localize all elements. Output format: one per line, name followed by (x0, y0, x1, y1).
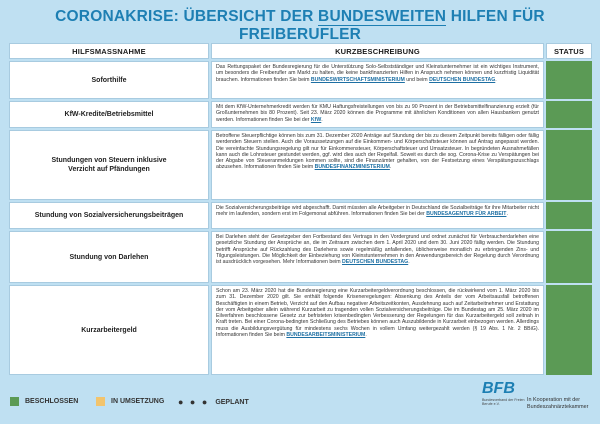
link-kfw[interactable]: KfW (310, 116, 322, 123)
row-desc-text: Betroffene Steuerpflichtige können bis zum 31. Dezember 2020 Anträge auf Stundung der bis zu diesem Zeitpunkt bereits fälligen oder fällig werdenden Steuern stellen. Auch die Voraussetzungen auf die Einkommen- und Körperschaftsteuer können auf Antrag angepasst werden. Die vereinfachte Stundungsregelung gilt nur für Einkommensteuer, Körperschaftsteuer und Umsatzsteuer. In begründeten Ausnahmefällen kann auch die Lohnsteuer gestundet werden, ggf. wird dies auch der Regelfall. Soweit es durch die sog. Corona-Krise zu Verspätungen bei der Abgabe von Steueranmeldungen kommen sollte, sind die Finanzämter gehalten, von der Festsetzung eines Verspätungszuschlags abzusehen. Informationen finden Sie beim (216, 133, 539, 171)
row-desc-text: Das Rettungspaket der Bundesregierung für die Unterstützung Solo-Selbstständiger und Kleinstunternehmer ist ein wichtiges Instrument, um besonders die Freiberufler am Markt zu halten, die keine bankfinanzierten Hilfen in Anspruch nehmen können und kurzfristig Liquidität brauchen. Informationen finden Sie beim (216, 64, 539, 83)
row-desc-darlehen (211, 231, 544, 283)
row-name-kfw: KfW-Kredite/Betriebsmittel (9, 101, 209, 128)
row-desc-text: Mit dem KfW-Unternehmerkredit werden für KMU Haftungsfreistellungen von bis zu 90 Prozent in der Betriebsmittelfinanzierung erzielt (für Großunternehmen bis 80 Prozent). Seit 23. März 2020 können die Programme mit ähnlichen Konditionen von allen Hausbanken genutzt werden. Informationen finden Sie bei der (216, 104, 539, 123)
cooperation-note (527, 397, 588, 411)
link-deutscher-bundestag[interactable]: DEUTSCHEN BUNDESTAG (342, 259, 409, 266)
row-name-darlehen: Stundung von Darlehen (9, 231, 209, 283)
legend-planned-label: GEPLANT (215, 398, 249, 406)
cooperation-line1: In Kooperation mit der (527, 397, 581, 403)
row-desc-text: Bei Darlehen steht der Gesetzgeber den Fortbestand des Vertrags in den Vordergrund und ordnet zunächst für Verbraucherdarlehen eine gesetzliche Stundung der Ansprüche an, die im Zeitraum zwischen dem 1. April 2020 und dem 30. Juni 2020 fällig werden. Die Stundung betrifft Ansprüche auf Rückzahlung des Darlehens sowie regelmäßig anfallenden, üblicherweise monatlich zu erbringenden Zins- und Tilgungsleistungen. Die Möglichkeit der Einbeziehung von Kleinstunternehmen in den Anwendungsbereich der Regelung durch Verordnung ist ausdrücklich vorgesehen. Mehr Informationen beim (216, 234, 539, 266)
title-highlight: BUNDESWEITEN (318, 8, 447, 25)
logo-subtitle: Bundesverband der Freien Berufe e.V. (482, 398, 525, 406)
row-desc-steuern (211, 130, 544, 200)
link-bundeswirtschaftsministerium[interactable]: BUNDESWIRTSCHAFTSMINISTERIUM (310, 76, 405, 83)
row-name-kurzarbeitergeld: Kurzarbeitergeld (9, 285, 209, 375)
row-desc-end: . (408, 259, 410, 266)
row-desc-text: Schon am 23. März 2020 hat die Bundesregierung eine Kurzarbeitergeldverordnung beschlossen, die rückwirkend vom 1. März 2020 bis zum 31. Dezember 2020 gilt. Sie enthält folgende Kriseneregelungen: Absenkung des Anteils der vom Arbeitsausfall betroffenen Beschäftigten in einem Betrieb, Verzicht auf den Aufbau negativer Arbeitszeitkonten, Ausdehnung auch auf Zeitarbeitnehmer und Erstattung der vom Arbeitgeber allein während Kurzarbeit zu tragenden vollen Sozialversicherungsbeiträge. Die im Bundestag am 25. März 2020 im Eilverfahren beschlossene Gesetz zur befristeten krisenbedingten Verbesserung der Regelungen für das Kurzarbeitergeld soll zeitnah in Kraft treten. Bei einer Corona-bedingten Schließung des Betriebes können auch Auszubildende in Kurzarbeit einbezogen werden. Allerdings muss die Ausbildungsvergütung für mindestens sechs Wochen in vollem Umfang weitergezahlt werden (§ 19 Abs. 1 Nr. 2 BBiG). Informationen finden Sie beim (216, 288, 539, 339)
status-done (546, 61, 592, 99)
row-name-sozialversicherung: Stundung von Sozialversicherungsbeiträgen (9, 202, 209, 229)
row-desc-end: . (389, 164, 392, 171)
legend-progress-swatch (96, 397, 105, 406)
row-name-steuern: Stundungen von Steuern inklusive Verzicht auf Pfändungen (9, 130, 209, 200)
header-status: STATUS (546, 43, 592, 59)
row-name-soforthilfe: Soforthilfe (9, 61, 209, 99)
legend-done (10, 397, 78, 406)
link-bundesarbeitsministerium[interactable]: BUNDESARBEITSMINISTERIUM (286, 332, 366, 339)
title-part3: HILFEN FÜR FREIBERUFLER (238, 8, 545, 43)
link-bundesagentur[interactable]: BUNDESAGENTUR FÜR ARBEIT (426, 211, 507, 218)
legend-planned (178, 397, 249, 407)
cooperation-line2: Bundeszahnärztekammer (527, 404, 589, 410)
legend-progress-label: IN UMSETZUNG (111, 398, 165, 405)
title-part1: CORONAKRISE: ÜBERSICHT DER (55, 8, 319, 25)
status-done (546, 130, 592, 200)
legend-planned-dots: ● ● ● (178, 397, 210, 407)
page-title (0, 8, 600, 44)
header-measure: HILFSMASSNAHME (9, 43, 209, 59)
legend-progress (96, 397, 164, 406)
row-desc-end: . (365, 332, 367, 339)
measures-table (9, 43, 592, 375)
bfb-logo (482, 380, 527, 406)
row-desc-soforthilfe (211, 61, 544, 99)
row-desc-sozialversicherung (211, 202, 544, 229)
row-desc-mid: und beim (404, 76, 430, 83)
row-desc-text: Die Sozialversicherungsbeiträge wird abgeschafft. Damit müssten alle Arbeitgeber in Deutschland die Sozialbeiträge für ihre Mitarbeiter nicht mehr im laufenden, sondern erst im Folgemonat abführen. Informationen finden Sie bei der (216, 205, 539, 218)
status-done (546, 101, 592, 128)
status-done (546, 202, 592, 229)
header-description: KURZBESCHREIBUNG (211, 43, 544, 59)
row-desc-end: . (495, 76, 497, 83)
status-done (546, 231, 592, 283)
row-desc-end: . (506, 211, 508, 218)
row-desc-end: . (321, 116, 323, 123)
row-desc-kurzarbeitergeld (211, 285, 544, 375)
logo-mark: BFB (482, 380, 515, 397)
status-done (546, 285, 592, 375)
legend-done-swatch (10, 397, 19, 406)
row-desc-kfw (211, 101, 544, 128)
link-deutscher-bundestag[interactable]: DEUTSCHEN BUNDESTAG (429, 76, 496, 83)
legend-done-label: BESCHLOSSEN (25, 398, 79, 405)
link-bundesfinanzministerium[interactable]: BUNDESFINANZMINISTERIUM (314, 164, 390, 171)
